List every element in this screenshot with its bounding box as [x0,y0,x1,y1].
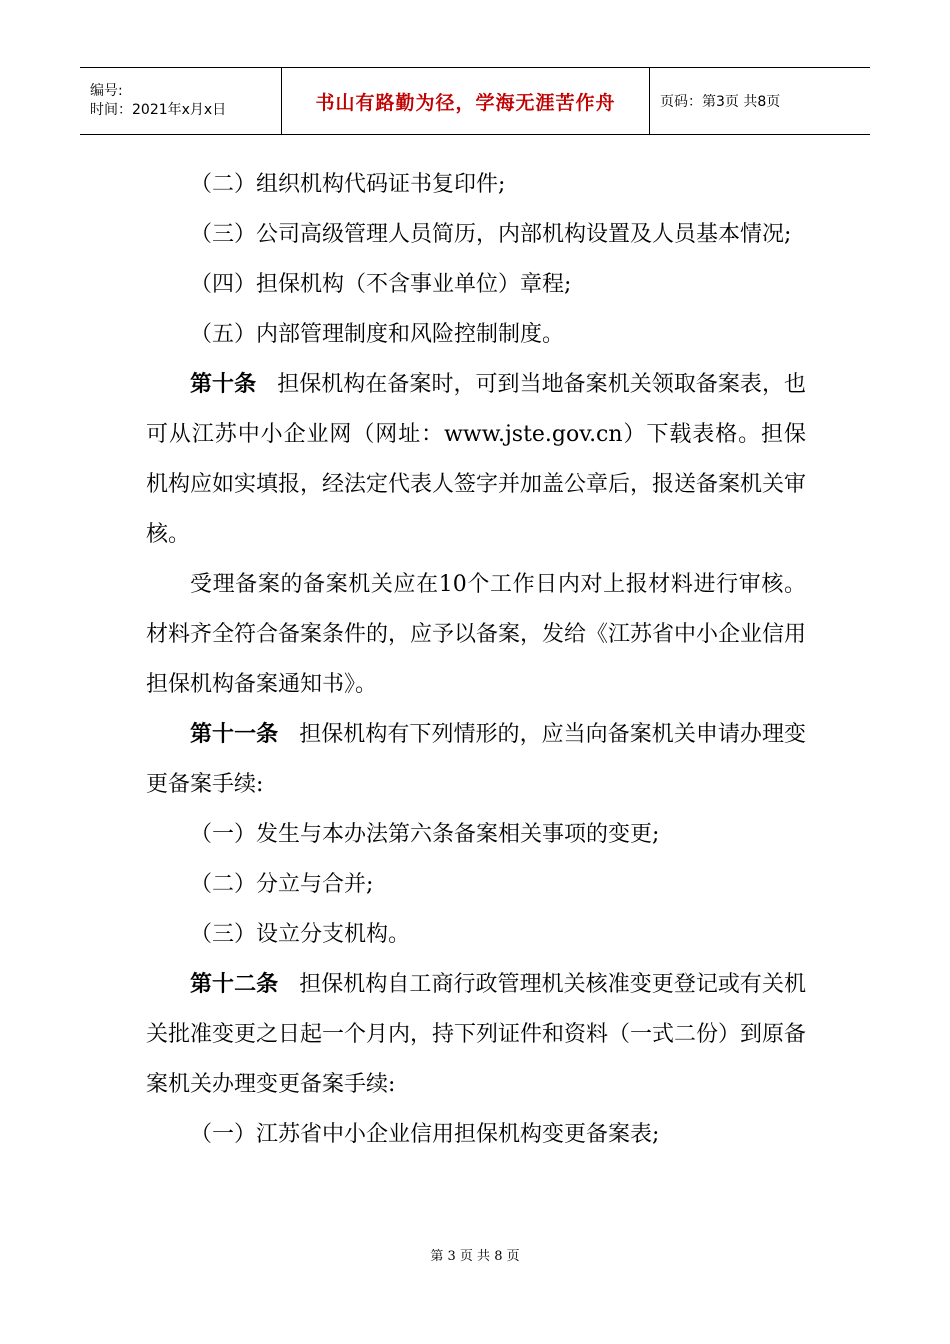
article-paragraph: 第十二条 担保机构自工商行政管理机关核准变更登记或有关机关批准变更之日起一个月内，持下列证件和资料（一式二份）到原备案机关办理变更备案手续: [146,972,807,1097]
paragraph: （五）内部管理制度和风险控制制度。 [190,322,565,347]
header-motto [282,68,650,134]
paragraph: （四）担保机构（不含事业单位）章程; [190,272,572,297]
paragraph: （一）江苏省中小企业信用担保机构变更备案表; [190,1122,660,1147]
page-footer [0,1245,950,1264]
paragraph: （二）组织机构代码证书复印件; [190,172,506,197]
document-number-label: 编号: [90,83,123,99]
article-number: 第十二条 [190,972,279,997]
header-page-info [650,68,870,134]
document-date: 时间：2021年x月x日 [90,102,227,118]
footer-page-number: 第 3 页 共 8 页 [430,1249,520,1264]
document-body [146,160,806,1160]
header-meta [80,68,282,134]
article-paragraph: 第十一条 担保机构有下列情形的，应当向备案机关申请办理变更备案手续: [146,722,806,797]
page-header [80,67,870,135]
paragraph: （一）发生与本办法第六条备案相关事项的变更; [190,822,660,847]
paragraph: （三）设立分支机构。 [190,922,411,947]
page-number-info: 页码：第3页 共8页 [660,94,781,110]
paragraph: 受理备案的备案机关应在10个工作日内对上报材料进行审核。材料齐全符合备案条件的，应予以备案，发给《江苏省中小企业信用担保机构备案通知书》。 [146,572,807,697]
paragraph: （二）分立与合并; [190,872,374,897]
paragraph: （三）公司高级管理人员简历，内部机构设置及人员基本情况; [190,222,792,247]
article-paragraph: 第十条 担保机构在备案时，可到当地备案机关领取备案表，也可从江苏中小企业网（网址：www.jste.gov.cn）下载表格。担保机构应如实填报，经法定代表人签字并加盖公章后，报送备案机关审核。 [146,372,807,547]
article-number: 第十一条 [190,722,279,747]
motto-text: 书山有路勤为径，学海无涯苦作舟 [315,91,616,114]
article-number: 第十条 [190,372,257,397]
